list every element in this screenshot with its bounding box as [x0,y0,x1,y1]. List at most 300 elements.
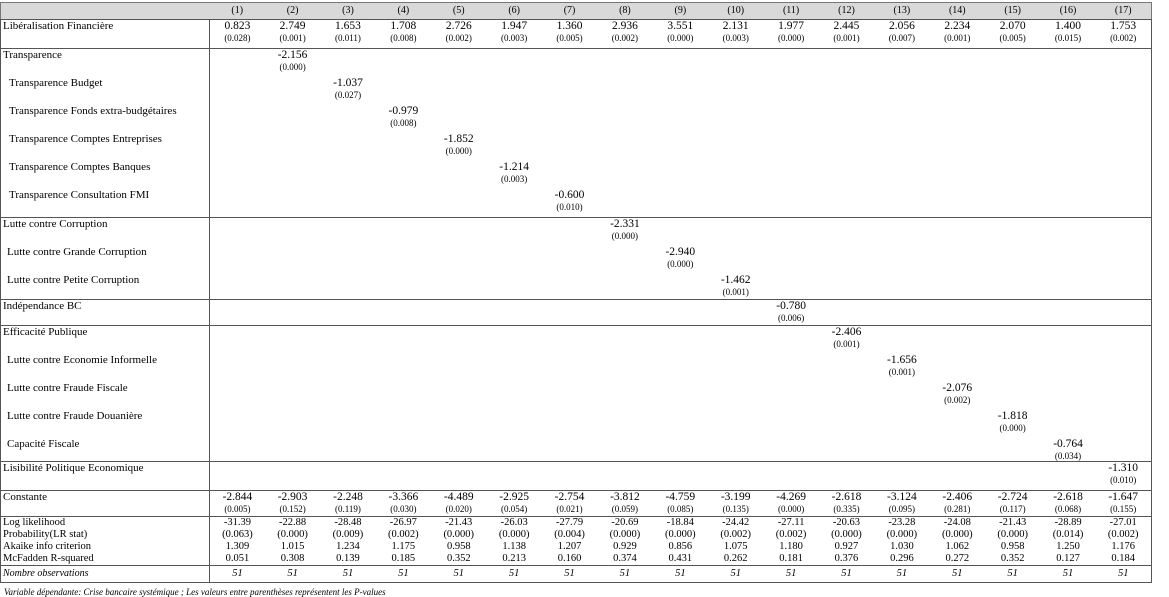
value-cell [597,382,652,410]
value-cell [1096,382,1151,410]
value-cell [265,438,320,462]
value-cell [985,20,1040,49]
coefficient: -2.406 [831,326,862,338]
value-cell [1096,133,1151,161]
value-cell [265,410,320,438]
value-cell [431,218,486,247]
value-cell [320,300,375,326]
value-cell [265,274,320,300]
value-cell [265,133,320,161]
value-cell [985,77,1040,105]
value-cell: (0.000) [941,529,973,540]
value-cell [210,77,265,105]
value-cell [985,105,1040,133]
value-cell [930,438,985,462]
coefficient: -0.780 [776,300,806,312]
coefficient: 1.977 [778,20,805,32]
value-cell [542,491,597,517]
value-cell [320,77,375,105]
value-cell [542,161,597,189]
value-cell: 1.062 [945,541,970,552]
value-cell: (0.000) [498,529,530,540]
coefficient: -2.903 [277,491,308,503]
value-cell: 0.929 [613,541,637,552]
value-cell: -26.03 [500,517,528,528]
row-label: Transparence Comptes Entreprises [1,133,210,161]
value-cell: 1.207 [557,541,582,552]
value-cell [320,105,375,133]
value-cell [1040,133,1095,161]
coefficient: -1.818 [997,410,1028,422]
coefficient: 0.823 [224,20,251,32]
value-cell [1096,246,1151,274]
value-cell [763,438,818,462]
value-cell [930,246,985,274]
value-cell: -20.69 [611,517,639,528]
row-label: Libéralisation Financière [1,20,210,49]
value-cell [486,49,541,78]
value-cell [930,354,985,382]
p-value: (0.000) [445,146,472,156]
value-cell [486,326,541,355]
value-cell [320,49,375,78]
value-cell: -24.42 [722,517,750,528]
value-cell [210,462,265,491]
value-cell [597,161,652,189]
value-cell [320,491,375,517]
value-cell [653,410,708,438]
value-cell [210,218,265,247]
value-cell [653,20,708,49]
p-value: (0.000) [777,33,805,43]
value-cell [376,133,431,161]
value-cell [320,161,375,189]
p-value: (0.003) [501,33,528,43]
p-value: (0.002) [611,33,639,43]
coefficient: -1.852 [443,133,474,145]
value-cell [542,462,597,491]
value-cell [542,354,597,382]
table-row [1,105,1152,133]
value-cell [320,133,375,161]
coefficient: -2.618 [1053,491,1083,503]
value-cell [431,246,486,274]
coefficient: -2.406 [942,491,973,503]
value-cell [708,382,763,410]
value-cell [320,438,375,462]
value-cell [542,246,597,274]
value-cell [985,274,1040,300]
value-cell: (0.002) [1096,529,1151,541]
table-row [1,133,1152,161]
row-label: Transparence Budget [1,77,210,105]
value-cell [874,77,929,105]
coefficient: -1.656 [887,354,917,366]
table-row [1,161,1152,189]
value-cell [376,105,431,133]
value-cell [653,491,708,517]
value-cell [653,133,708,161]
stat-row [1,517,1152,530]
value-cell [265,326,320,355]
value-cell [265,300,320,326]
table-row [1,491,1152,517]
value-cell: 1.015 [280,541,305,552]
value-cell [763,218,818,247]
value-cell [320,462,375,491]
p-value: (0.085) [667,504,694,514]
value-cell [597,218,652,247]
value-cell [265,189,320,218]
coefficient: -1.462 [720,274,751,286]
value-cell: (0.000) [609,529,641,540]
value-cell [930,300,985,326]
value-cell [376,300,431,326]
value-cell [210,133,265,161]
column-header: (1) [210,3,265,20]
coefficient: 2.936 [611,20,638,32]
coefficient: -2.076 [942,382,973,394]
value-cell: (0.009) [332,529,364,540]
value-cell [819,382,874,410]
value-cell [486,462,541,491]
value-cell: 0.127 [1040,553,1095,566]
value-cell [763,20,818,49]
value-cell [874,491,929,517]
value-cell [930,133,985,161]
value-cell: 0.958 [446,541,471,552]
value-cell: (0.000) [277,529,308,540]
value-cell [985,410,1040,438]
value-cell [1096,20,1151,49]
value-cell [376,354,431,382]
value-cell [597,133,652,161]
value-cell [985,462,1040,491]
p-value: (0.005) [999,33,1026,43]
coefficient: -1.214 [499,161,529,173]
value-cell [819,326,874,355]
value-cell [431,133,486,161]
column-header: (7) [542,3,597,20]
value-cell [653,382,708,410]
coefficient: 1.708 [390,20,417,32]
value-cell [376,410,431,438]
value-cell: 51 [376,566,431,583]
value-cell [653,218,708,247]
row-label: Lisibilité Politique Economique [1,462,210,491]
stat-row [1,553,1152,566]
regression-table [0,2,1152,583]
column-header-row [1,3,1152,20]
value-cell: 51 [597,566,652,583]
value-cell [210,410,265,438]
value-cell [210,161,265,189]
value-cell [930,77,985,105]
table-row [1,438,1152,462]
value-cell: 1.234 [336,541,360,552]
value-cell [874,438,929,462]
table-row [1,218,1152,247]
value-cell [653,189,708,218]
value-cell [597,189,652,218]
value-cell [320,326,375,355]
value-cell [431,49,486,78]
value-cell [210,326,265,355]
value-cell [542,300,597,326]
p-value: (0.001) [722,287,749,297]
value-cell [265,218,320,247]
coefficient: -2.925 [499,491,529,503]
value-cell: 1.175 [391,541,416,552]
value-cell [376,20,431,49]
value-cell: -28.89 [1054,517,1082,528]
value-cell [930,189,985,218]
value-cell [597,105,652,133]
value-cell [985,49,1040,78]
p-value: (0.000) [667,33,694,43]
coefficient: -0.979 [388,105,419,117]
value-cell: 51 [265,566,320,583]
value-cell [708,105,763,133]
table-row [1,49,1152,78]
value-cell: 51 [985,566,1040,583]
value-cell [1040,438,1095,462]
value-cell [1040,274,1095,300]
p-value: (0.059) [611,504,639,514]
column-header: (10) [708,3,763,20]
value-cell [874,382,929,410]
value-cell [653,161,708,189]
table-row [1,274,1152,300]
value-cell [597,77,652,105]
value-cell [708,300,763,326]
value-cell: 0.272 [930,553,985,566]
value-cell [874,49,929,78]
coefficient: -1.037 [333,77,363,89]
column-header: (12) [819,3,874,20]
row-label: Lutte contre Petite Corruption [1,274,210,300]
value-cell [542,382,597,410]
value-cell [210,300,265,326]
value-cell [486,246,541,274]
value-cell [985,218,1040,247]
value-cell [1096,410,1151,438]
value-cell [1040,105,1095,133]
p-value: (0.000) [777,504,805,514]
value-cell [431,300,486,326]
value-cell: (0.000) [831,529,862,540]
value-cell [542,77,597,105]
value-cell [1040,189,1095,218]
value-cell [376,326,431,355]
coefficient: 1.753 [1110,20,1137,32]
value-cell: 0.051 [210,553,265,566]
coefficient: -2.724 [997,491,1028,503]
p-value: (0.020) [445,504,472,514]
value-cell [819,491,874,517]
value-cell [486,491,541,517]
coefficient: -3.812 [610,491,640,503]
value-cell [819,300,874,326]
value-cell [376,218,431,247]
value-cell [708,491,763,517]
value-cell [320,354,375,382]
value-cell [874,189,929,218]
coefficient: -0.600 [554,189,585,201]
p-value: (0.152) [279,504,306,514]
value-cell [874,410,929,438]
value-cell [763,274,818,300]
coefficient: -2.844 [222,491,253,503]
value-cell [930,274,985,300]
value-cell [1040,77,1095,105]
value-cell [1040,20,1095,49]
column-header: (14) [930,3,985,20]
value-cell [486,300,541,326]
value-cell: 51 [708,566,763,583]
value-cell [985,300,1040,326]
coefficient: 2.234 [944,20,971,32]
value-cell [597,300,652,326]
coefficient: 1.360 [556,20,583,32]
p-value: (0.002) [1110,33,1137,43]
coefficient: -4.489 [443,491,474,503]
value-cell: -28.48 [334,517,362,528]
value-cell [763,105,818,133]
value-cell [210,382,265,410]
p-value: (0.335) [833,504,860,514]
value-cell: 1.309 [210,541,265,553]
value-cell [210,246,265,274]
value-cell [653,105,708,133]
value-cell [819,133,874,161]
p-value: (0.010) [556,202,583,212]
row-label: Transparence Consultation FMI [1,189,210,218]
value-cell: (0.014) [1052,529,1084,540]
coefficient: 1.947 [501,20,528,32]
value-cell: 0.160 [542,553,597,566]
value-cell [708,133,763,161]
row-label: Efficacité Publique [1,326,210,355]
row-label: Transparence Comptes Banques [1,161,210,189]
value-cell [210,274,265,300]
coefficient: -2.248 [333,491,363,503]
value-cell [708,354,763,382]
value-cell: 0.352 [431,553,486,566]
value-cell [486,274,541,300]
value-cell [653,326,708,355]
stat-row [1,566,1152,583]
value-cell [874,133,929,161]
value-cell [763,133,818,161]
row-label: Lutte contre Grande Corruption [1,246,210,274]
row-label: Nombre observations [1,566,210,583]
value-cell [819,189,874,218]
value-cell: 0.308 [265,553,320,566]
value-cell: -21.43 [999,517,1027,528]
value-cell: (0.002) [388,529,419,540]
value-cell: 51 [1096,566,1151,583]
p-value: (0.015) [1054,33,1082,43]
p-value: (0.006) [777,313,805,323]
value-cell [376,382,431,410]
value-cell [320,189,375,218]
value-cell [763,382,818,410]
value-cell [1040,410,1095,438]
value-cell [819,161,874,189]
value-cell [930,410,985,438]
value-cell [874,300,929,326]
value-cell: 51 [874,566,929,583]
value-cell: 51 [930,566,985,583]
value-cell [653,300,708,326]
value-cell [985,438,1040,462]
p-value: (0.068) [1054,504,1082,514]
value-cell: 0.856 [668,541,693,552]
table-row [1,382,1152,410]
value-cell [819,354,874,382]
value-cell [320,246,375,274]
stat-row [1,529,1152,541]
column-header: (9) [653,3,708,20]
p-value: (0.002) [445,33,472,43]
value-cell [486,189,541,218]
value-cell: -27.01 [1096,517,1151,530]
value-cell [819,462,874,491]
column-header: (6) [486,3,541,20]
value-cell [708,189,763,218]
value-cell [874,462,929,491]
value-cell: 0.927 [834,541,859,552]
row-label: McFadden R-squared [1,553,210,566]
value-cell [1096,274,1151,300]
value-cell [265,105,320,133]
value-cell [376,462,431,491]
coefficient: 3.551 [667,20,694,32]
p-value: (0.095) [888,504,915,514]
p-value: (0.005) [224,504,251,514]
column-header: (3) [320,3,375,20]
value-cell [542,218,597,247]
value-cell [763,161,818,189]
value-cell: -27.11 [777,517,805,528]
row-label: Log likelihood [1,517,210,530]
value-cell [930,49,985,78]
table-note: Variable dépendante: Crise bancaire systémique ; Les valeurs entre parenthèses représentent les P-values [4,587,386,597]
p-value: (0.021) [556,504,583,514]
value-cell: 51 [653,566,708,583]
value-cell [486,218,541,247]
value-cell [210,189,265,218]
value-cell [1040,49,1095,78]
value-cell: 0.139 [320,553,375,566]
row-label: Constante [1,491,210,517]
value-cell [265,462,320,491]
value-cell [819,246,874,274]
p-value: (0.001) [888,367,915,377]
value-cell [431,462,486,491]
value-cell [431,438,486,462]
value-cell [542,410,597,438]
value-cell: 1.030 [890,541,914,552]
p-value: (0.001) [833,339,860,349]
value-cell [930,218,985,247]
value-cell [486,161,541,189]
value-cell: 0.262 [708,553,763,566]
value-cell [431,326,486,355]
p-value: (0.005) [556,33,583,43]
value-cell [708,49,763,78]
